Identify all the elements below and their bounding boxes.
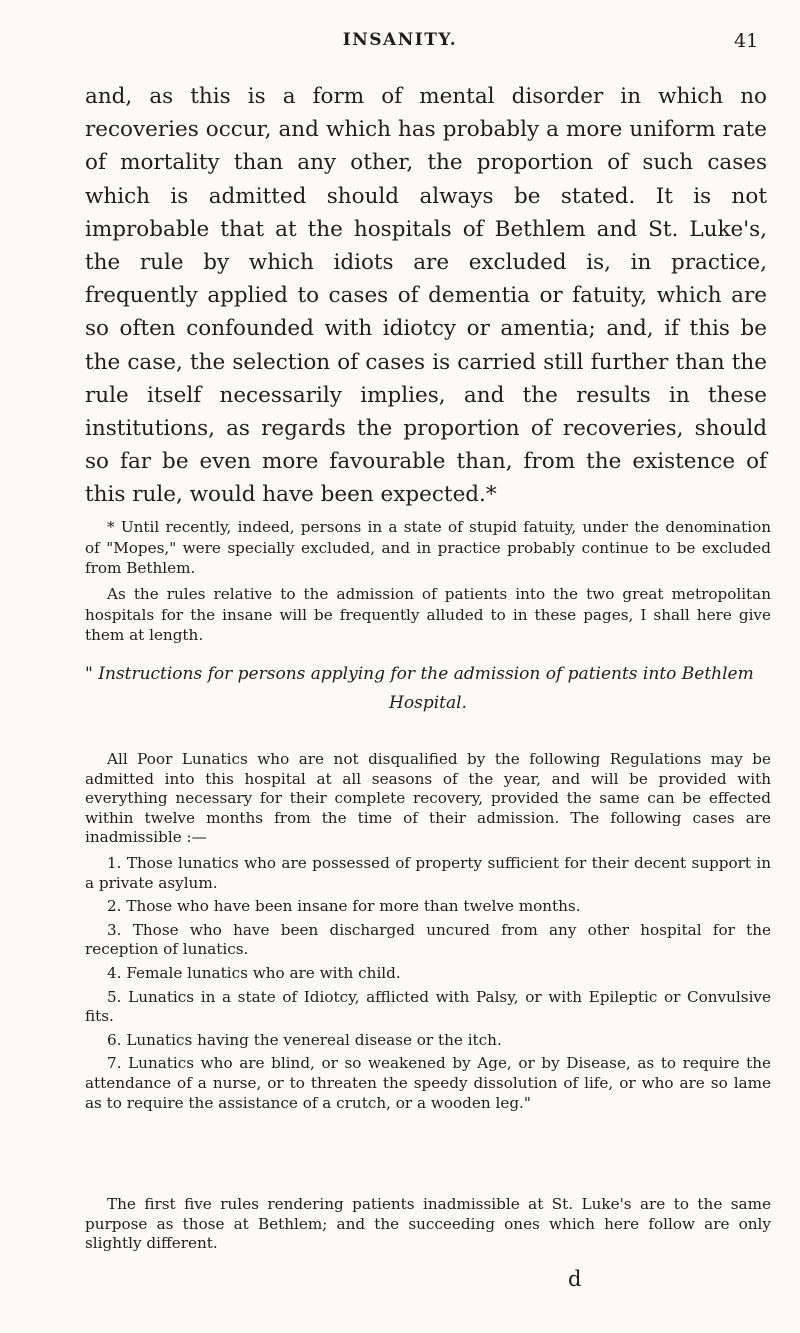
rule-item: 4. Female lunatics who are with child.: [107, 963, 401, 982]
footnote: [85, 517, 771, 579]
signature-mark: d: [568, 1267, 582, 1291]
rules-section: [85, 750, 771, 1117]
rule-item: 2. Those who have been insane for more than twelve months.: [107, 897, 581, 916]
closing-text: The first five rules rendering patients inadmissible at St. Luke's are to the same purpose as those at Bethlem; and the succeeding ones which here follow are only slightly different.: [85, 1195, 771, 1253]
rules-intro: All Poor Lunatics who are not disqualified by the following Regulations may be admitted into this hospital at all seasons of the year, and will be provided with everything necessary for their complete recovery, provided the same can be effected within twelve months from the time of their admission. The following cases are inadmissible :—: [85, 750, 771, 847]
instructions-title-line2: Hospital.: [389, 693, 467, 713]
note-text: As the rules relative to the admission of patients into the two great metropolitan hospitals for the insane will be frequently alluded to in these pages, I shall here give them at length.: [85, 585, 771, 644]
note: [85, 584, 771, 646]
page-number: 41: [734, 30, 759, 52]
running-title: INSANITY.: [342, 30, 458, 50]
closing-paragraph: [85, 1195, 771, 1254]
body-paragraph: and, as this is a form of mental disorder in which no recoveries occur, and which has probably a more uniform rate of mortality than any other, the proportion of such cases which is admitted should always be stated. It is not improbable that at the hospitals of Bethlem and St. Luke's, the rule by which idiots are excluded is, in practice, frequently applied to cases of dementia or fatuity, which are so often confounded with idiotcy or amentia; and, if this be the case, the selection of cases is carried still further than the rule itself necessarily implies, and the results in these institutions, as regards the proportion of recoveries, should so far be even more favourable than, from the existence of this rule, would have been expected.*: [85, 84, 767, 508]
rule-item: 3. Those who have been discharged uncured from any other hospital for the reception of lunatics.: [85, 920, 771, 959]
rule-item: 6. Lunatics having the venereal disease or the itch.: [107, 1030, 502, 1049]
rule-item: 1. Those lunatics who are possessed of property sufficient for their decent support in a private asylum.: [85, 853, 771, 892]
instructions-title: [85, 660, 771, 718]
main-text: [85, 80, 767, 512]
rule-item: 7. Lunatics who are blind, or so weakened by Age, or by Disease, as to require the attendance of a nurse, or to threaten the speedy dissolution of life, or who are so lame as to require the assistance of a crutch, or a wooden leg.": [85, 1054, 771, 1112]
rule-item: 5. Lunatics in a state of Idiotcy, afflicted with Palsy, or with Epileptic or Convulsive fits.: [85, 987, 771, 1026]
instructions-title-line1: " Instructions for persons applying for the admission of patients into Bethlem: [85, 664, 754, 684]
footnote-text: * Until recently, indeed, persons in a state of stupid fatuity, under the denomination of "Mopes," were specially excluded, and in practice probably continue to be excluded from Bethlem.: [85, 518, 771, 577]
